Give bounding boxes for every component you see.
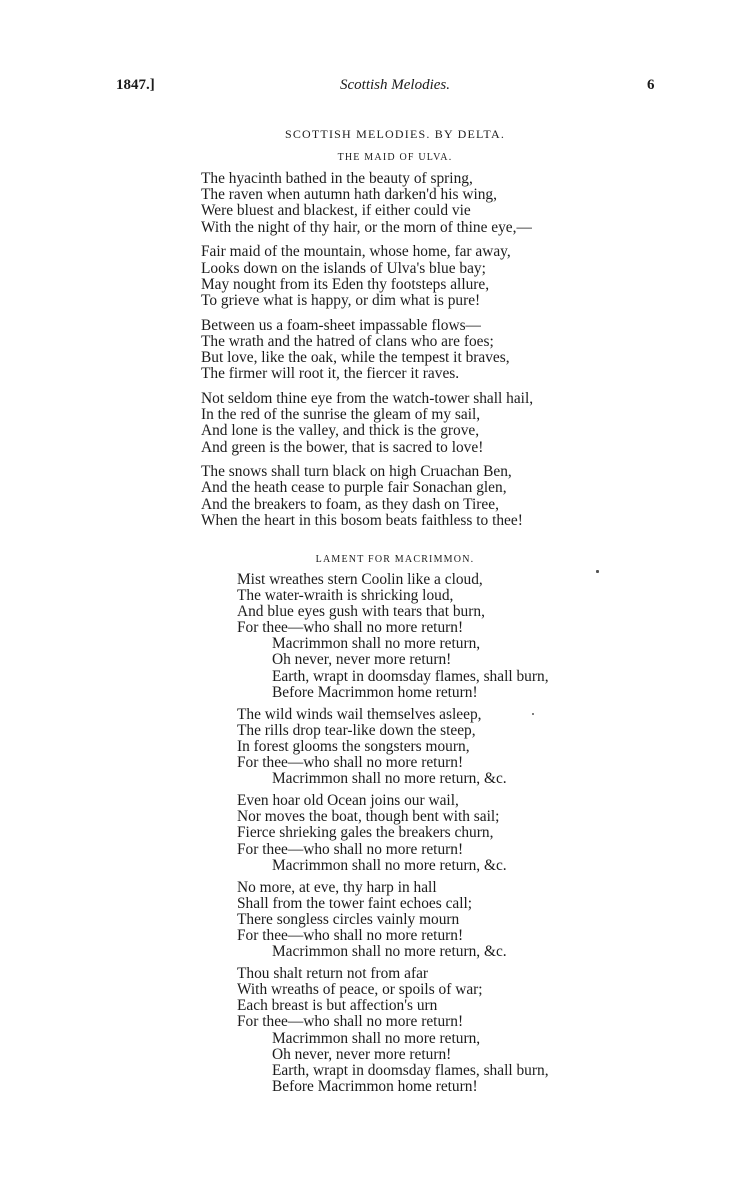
verse-line: The snows shall turn black on high Cruachan Ben,: [201, 463, 512, 481]
verse-line: Between us a foam-sheet impassable flows—: [201, 316, 481, 334]
stanza: [201, 318, 721, 383]
verse-line: For thee—who shall no more return!: [237, 754, 464, 772]
verse-line: The firmer will root it, the fiercer it raves.: [201, 365, 460, 383]
stanza: [201, 464, 721, 529]
stanza: [237, 572, 737, 701]
verse-line: The rills drop tear-like down the steep,: [237, 721, 476, 739]
print-speck: [532, 713, 534, 715]
refrain-line: Macrimmon shall no more return, &c.: [272, 856, 507, 874]
verse-line: May nought from its Eden thy footsteps allure,: [201, 275, 490, 293]
poem-lament-for-macrimmon: [237, 572, 737, 1101]
verse-line: For thee—who shall no more return!: [237, 619, 464, 637]
running-head: [0, 77, 750, 99]
stanza: [201, 391, 721, 456]
verse-line: For thee—who shall no more return!: [237, 1013, 464, 1031]
refrain-line: Oh never, never more return!: [272, 651, 452, 669]
verse-line: Each breast is but affection's urn: [237, 997, 438, 1015]
verse-line: Not seldom thine eye from the watch-tower shall hail,: [201, 389, 534, 407]
verse-line: Fair maid of the mountain, whose home, far away,: [201, 243, 511, 261]
verse-line: Fierce shrieking gales the breakers churn,: [237, 824, 494, 842]
verse-line: The hyacinth bathed in the beauty of spring,: [201, 170, 473, 187]
refrain-line: Earth, wrapt in doomsday flames, shall burn,: [272, 667, 549, 685]
verse-line: And the heath cease to purple fair Sonachan glen,: [201, 479, 507, 497]
verse-line: In forest glooms the songsters mourn,: [237, 737, 470, 755]
refrain-line: Oh never, never more return!: [272, 1045, 452, 1063]
page-number: 6: [647, 77, 655, 93]
verse-line: Mist wreathes stern Coolin like a cloud,: [237, 571, 483, 588]
verse-line: When the heart in this bosom beats faithless to thee!: [201, 511, 523, 529]
verse-line: There songless circles vainly mourn: [237, 910, 460, 928]
verse-line: Nor moves the boat, though bent with sail;: [237, 808, 500, 826]
refrain-line: Before Macrimmon home return!: [272, 683, 478, 701]
verse-line: With wreaths of peace, or spoils of war;: [237, 981, 483, 999]
refrain-line: Macrimmon shall no more return, &c.: [272, 770, 507, 788]
stanza: [201, 244, 721, 309]
verse-line: For thee—who shall no more return!: [237, 840, 464, 858]
verse-line: Were bluest and blackest, if either could vie: [201, 202, 471, 220]
print-speck: [596, 570, 599, 573]
stanza: [237, 793, 737, 873]
refrain-line: Macrimmon shall no more return, &c.: [272, 943, 507, 961]
verse-line: The raven when autumn hath darken'd his wing,: [201, 186, 497, 204]
verse-line: But love, like the oak, while the tempest it braves,: [201, 349, 510, 367]
refrain-line: Before Macrimmon home return!: [272, 1077, 478, 1095]
verse-line: No more, at eve, thy harp in hall: [237, 878, 437, 896]
stanza: [237, 880, 737, 960]
verse-line: The wild winds wail themselves asleep,: [237, 705, 482, 723]
verse-line: With the night of thy hair, or the morn of thine eye,—: [201, 218, 532, 236]
verse-line: In the red of the sunrise the gleam of my sail,: [201, 406, 481, 424]
running-head-year: 1847.]: [116, 77, 155, 93]
verse-line: The water-wraith is shricking loud,: [237, 587, 454, 605]
verse-line: Even hoar old Ocean joins our wail,: [237, 792, 459, 810]
running-head-title: Scottish Melodies.: [340, 77, 450, 93]
page-title: SCOTTISH MELODIES. BY DELTA.: [284, 127, 506, 141]
stanza: [237, 707, 737, 787]
stanza: [201, 171, 721, 236]
verse-line: And the breakers to foam, as they dash on Tiree,: [201, 495, 499, 513]
stanza: [237, 966, 737, 1095]
verse-line: To grieve what is happy, or dim what is pure!: [201, 291, 481, 309]
verse-line: And green is the bower, that is sacred to love!: [201, 438, 484, 456]
poem-title-lament-for-macrimmon: LAMENT FOR MACRIMMON.: [315, 554, 475, 565]
refrain-line: Earth, wrapt in doomsday flames, shall burn,: [272, 1061, 549, 1079]
refrain-line: Macrimmon shall no more return,: [272, 635, 481, 653]
verse-line: And lone is the valley, and thick is the grove,: [201, 422, 480, 440]
poem-title-maid-of-ulva: THE MAID OF ULVA.: [337, 152, 453, 163]
verse-line: Shall from the tower faint echoes call;: [237, 894, 473, 912]
refrain-line: Macrimmon shall no more return,: [272, 1029, 481, 1047]
verse-line: Looks down on the islands of Ulva's blue bay;: [201, 259, 486, 277]
verse-line: The wrath and the hatred of clans who are foes;: [201, 332, 494, 350]
verse-line: And blue eyes gush with tears that burn,: [237, 603, 485, 621]
verse-line: Thou shalt return not from afar: [237, 965, 429, 983]
poem-maid-of-ulva: [201, 171, 721, 538]
verse-line: For thee—who shall no more return!: [237, 926, 464, 944]
